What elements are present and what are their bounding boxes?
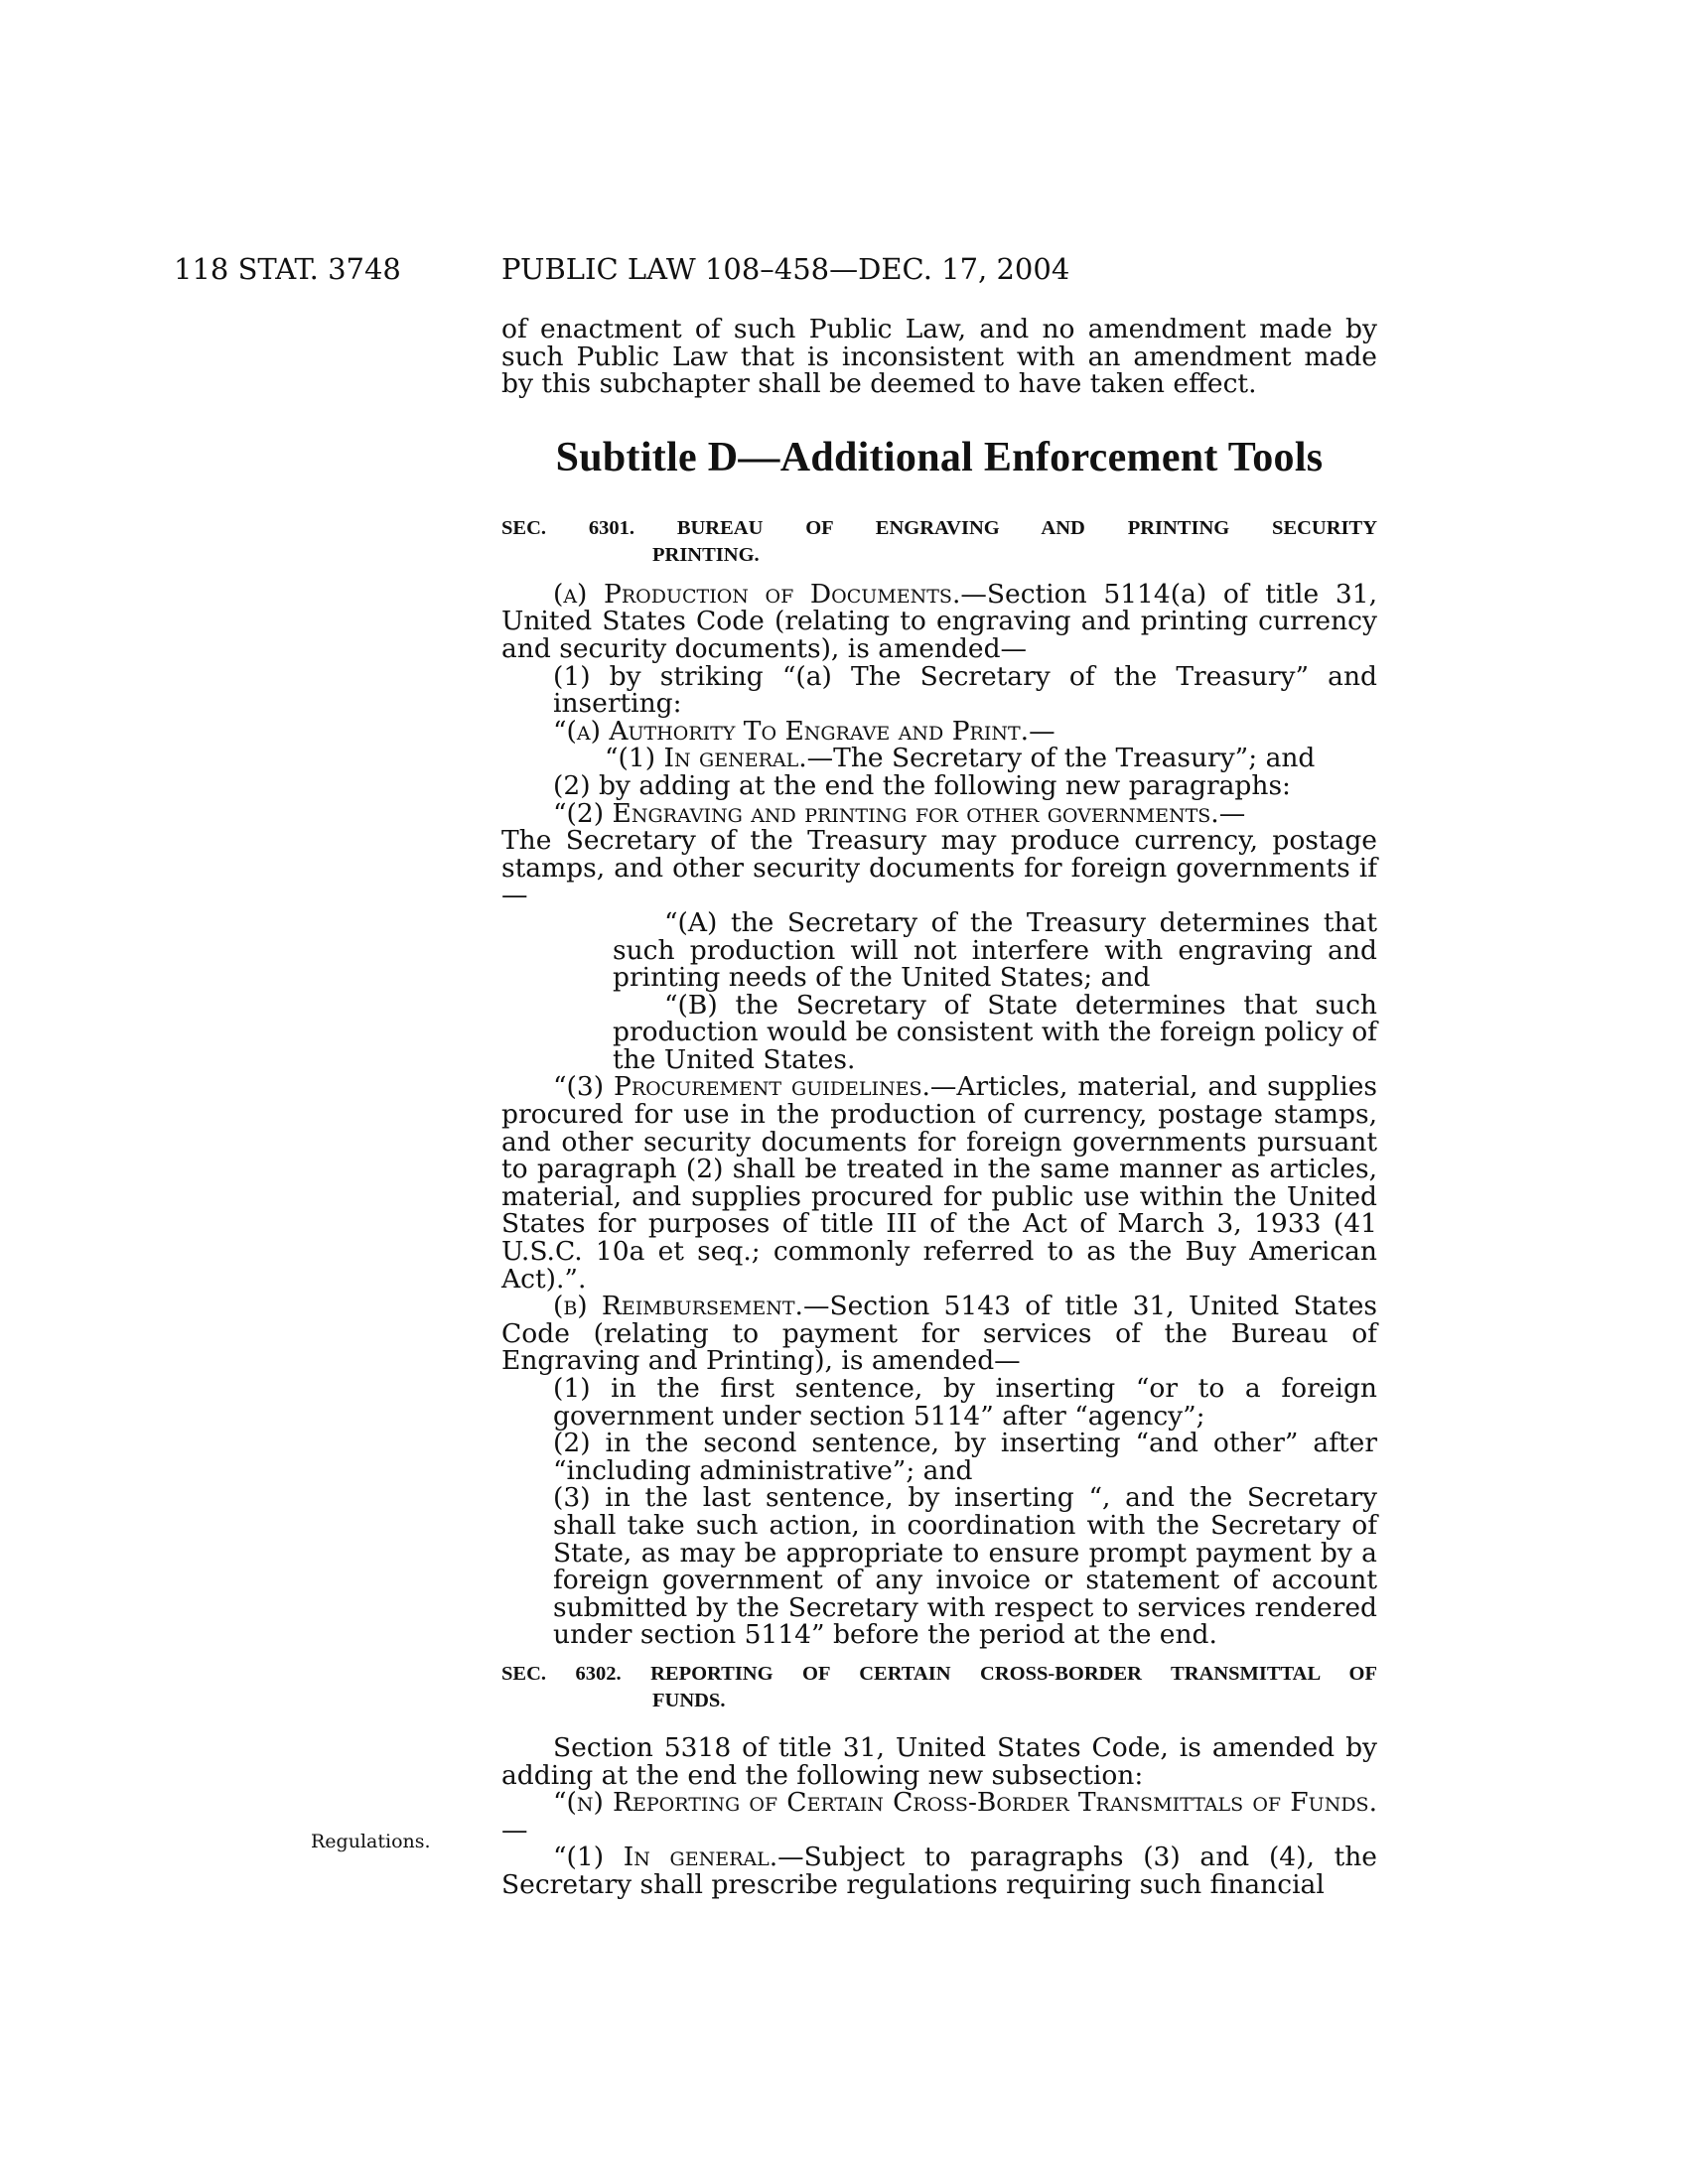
subtitle-heading: Subtitle D—Additional Enforcement Tools: [555, 434, 1324, 480]
paragraph-n1-caption: “(1) In general.: [553, 1842, 778, 1873]
paragraph-3-text: —Articles, material, and supplies procured for use in the production of currency, postage stamps, and other security documents for foreign governments pursuant to paragraph (2) shall be treated in the same manner as articles, material, and supplies procured for public use within the United States for purposes of title III of the Act of March 3, 1933 (41 U.S.C. 10a et seq.; commonly referred to as the Buy American Act).”.: [501, 1071, 1377, 1295]
subsection-n-heading: [501, 1789, 1377, 1843]
paragraph-2-caption: “(2) Engraving and printing for other governments.: [553, 797, 1219, 829]
authority-caption: “(a) Authority To Engrave and Print.: [553, 715, 1030, 747]
paragraph-3: [501, 1073, 1377, 1293]
public-law-citation: PUBLIC LAW 108–458—DEC. 17, 2004: [501, 252, 1070, 286]
authority-dash: —: [1029, 715, 1055, 747]
in-general-caption: “(1) In general.: [605, 743, 807, 774]
paragraph-a2: (2) by adding at the end the following new paragraphs:: [553, 769, 1291, 801]
intro-paragraph: of enactment of such Public Law, and no amendment made by such Public Law that is inconsistent with an amendment made by this subchapter shall be deemed to have taken effect.: [501, 314, 1377, 400]
paragraph-a1: (1) by striking “(a) The Secretary of the Treasury” and inserting:: [553, 660, 1377, 720]
paragraph-2-dash: —: [1218, 797, 1246, 829]
subsection-b-caption: (b) Reimbursement.: [553, 1291, 803, 1322]
in-general-paragraph: [501, 745, 1377, 772]
paragraph-b1: (1) in the first sentence, by inserting “or to a foreign government under section 5114” after “agency”;: [553, 1373, 1377, 1432]
section-6302-heading-line1: SEC. 6302. REPORTING OF CERTAIN CROSS-BORDER TRANSMITTAL OF: [501, 1662, 1377, 1685]
subsection-b: [501, 1293, 1377, 1375]
paragraph-3-caption: “(3) Procurement guidelines.: [553, 1071, 930, 1103]
margin-note-regulations: Regulations.: [311, 1831, 431, 1852]
subparagraph-A: “(A) the Secretary of the Treasury determines that such production will not interfere with engraving and printing needs of the United States; and: [613, 906, 1377, 994]
section-6301-heading-line2: PRINTING.: [652, 543, 760, 566]
section-6302-heading: [501, 1661, 1377, 1714]
subsection-n-caption: “(n) Reporting of Certain Cross-Border Transmittals of Funds.: [553, 1787, 1377, 1819]
subparagraph-B: “(B) the Secretary of State determines that such production would be consistent with the foreign policy of the United States.: [613, 989, 1377, 1075]
section-6301-heading-line1: SEC. 6301. BUREAU OF ENGRAVING AND PRINTING SECURITY: [501, 516, 1377, 539]
body-text: [501, 316, 1377, 1899]
section-6302-text: Section 5318 of title 31, United States Code, is amended by adding at the end the following new subsection:: [501, 1731, 1377, 1791]
subsection-a: [501, 578, 1377, 664]
paragraph-b2: (2) in the second sentence, by inserting “and other” after “including administrative”; and: [553, 1428, 1377, 1486]
section-6301-heading: [501, 515, 1377, 569]
paragraph-n1-text: —Subject to paragraphs (3) and (4), the Secretary shall prescribe regulations requiring such financial: [501, 1842, 1377, 1900]
paragraph-n1: [501, 1843, 1377, 1898]
subsection-a-text: —Section 5114(a) of title 31, United States Code (relating to engraving and printing currency and security documents), is amended—: [501, 578, 1377, 664]
in-general-text: —The Secretary of the Treasury”; and: [806, 743, 1316, 774]
paragraph-b3: (3) in the last sentence, by inserting “, and the Secretary shall take such action, in coordination with the Secretary of State, as may be appropriate to ensure prompt payment by a foreign government of any invoice or statement of account submitted by the Secretary with respect to services rendered under section 5114” before the period at the end.: [553, 1482, 1377, 1651]
authority-heading: [501, 715, 1377, 747]
subsection-a-caption: (a) Production of Documents.: [553, 578, 961, 610]
statute-page-number: 118 STAT. 3748: [174, 252, 401, 286]
subsection-n-dash: —: [501, 1814, 528, 1845]
paragraph-2-heading: [501, 797, 1377, 829]
paragraph-2-text: The Secretary of the Treasury may produce currency, postage stamps, and other security documents for foreign governments if—: [501, 825, 1377, 911]
section-6302-heading-line2: FUNDS.: [652, 1689, 726, 1711]
subsection-b-text: —Section 5143 of title 31, United States Code (relating to payment for services of the Bureau of Engraving and Printing), is amended—: [501, 1291, 1377, 1377]
